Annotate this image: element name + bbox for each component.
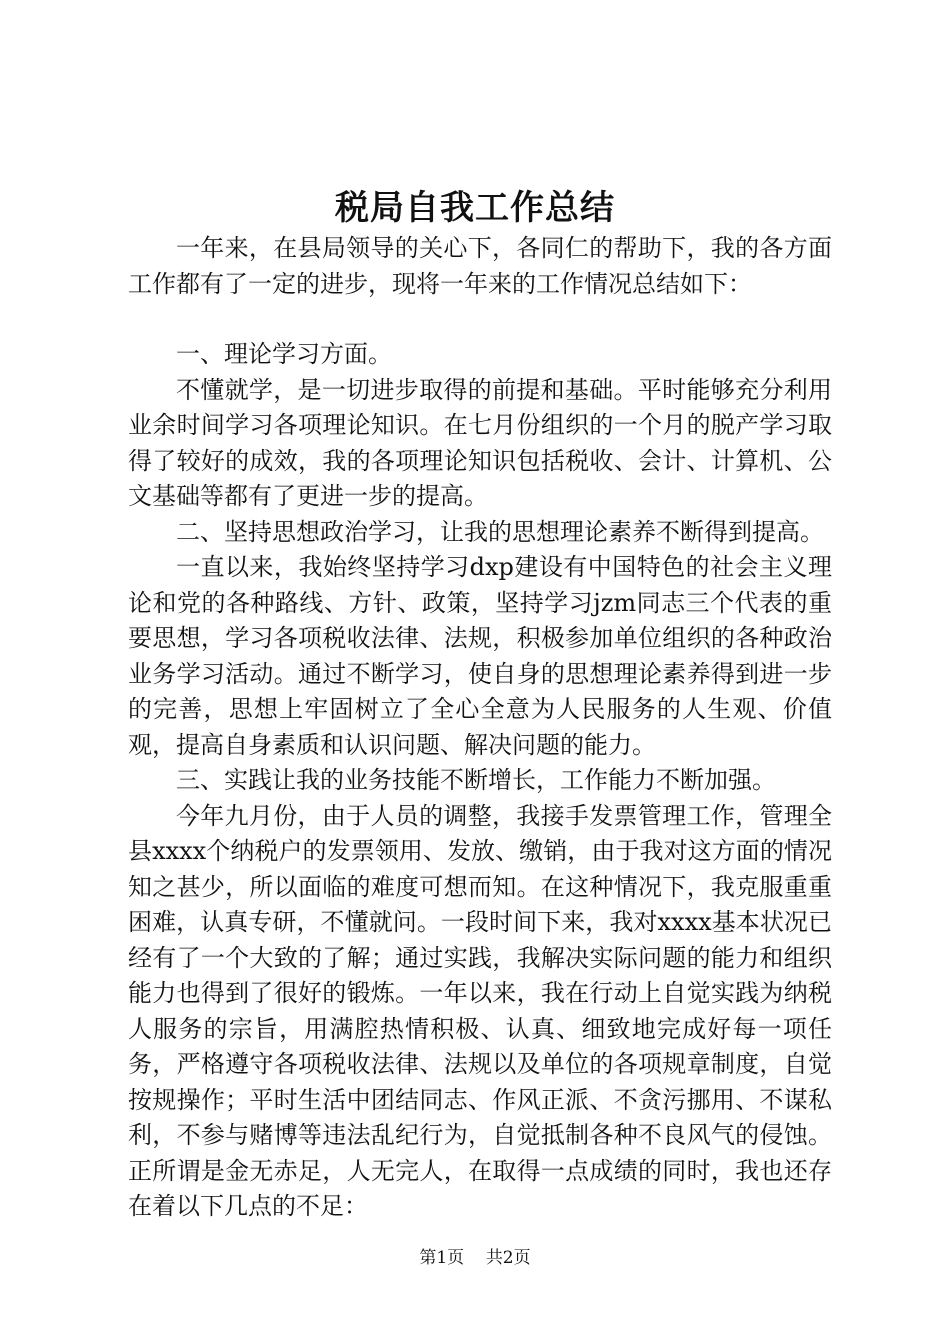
paragraph-2: 一直以来，我始终坚持学习dxp建设有中国特色的社会主义理论和党的各种路线、方针、政策，坚持学习jzm同志三个代表的重要思想，学习各项税收法律、法规，积极参加单位组织的各种政治业务学习活动。通过不断学习，使自身的思想理论素养得到进一步的完善，思想上牢固树立了全心全意为人民服务的人生观、价值观，提高自身素质和认识问题、解决问题的能力。	[128, 553, 832, 759]
section-heading-1: 一、理论学习方面。	[176, 340, 392, 368]
paragraph-1: 不懂就学，是一切进步取得的前提和基础。平时能够充分利用业余时间学习各项理论知识。在七月份组织的一个月的脱产学习取得了较好的成效，我的各项理论知识包括税收、会计、计算机、公文基础等都有了更进一步的提高。	[128, 375, 832, 510]
paragraph-intro: 一年来，在县局领导的关心下，各同仁的帮助下，我的各方面工作都有了一定的进步，现将一年来的工作情况总结如下：	[128, 234, 832, 298]
document-body	[128, 231, 832, 1225]
page-total: 共2页	[485, 1248, 531, 1268]
section-heading-3: 三、实践让我的业务技能不断增长，工作能力不断加强。	[176, 766, 776, 794]
paragraph-3: 今年九月份，由于人员的调整，我接手发票管理工作，管理全县xxxx个纳税户的发票领用、发放、缴销，由于我对这方面的情况知之甚少，所以面临的难度可想而知。在这种情况下，我克服重重困难，认真专研，不懂就问。一段时间下来，我对xxxx基本状况已经有了一个大致的了解；通过实践，我解决实际问题的能力和组织能力也得到了很好的锻炼。一年以来，我在行动上自觉实践为纳税人服务的宗旨，用满腔热情积极、认真、细致地完成好每一项任务，严格遵守各项税收法律、法规以及单位的各项规章制度，自觉按规操作；平时生活中团结同志、作风正派、不贪污挪用、不谋私利，不参与赌博等违法乱纪行为，自觉抵制各种不良风气的侵蚀。正所谓是金无赤足，人无完人，在取得一点成绩的同时，我也还存在着以下几点的不足：	[128, 801, 832, 1220]
section-heading-2: 二、坚持思想政治学习，让我的思想理论素养不断得到提高。	[176, 517, 824, 546]
page-number: 第1页	[419, 1248, 465, 1268]
document-title: 税局自我工作总结	[335, 188, 615, 228]
page-footer	[0, 1246, 950, 1270]
